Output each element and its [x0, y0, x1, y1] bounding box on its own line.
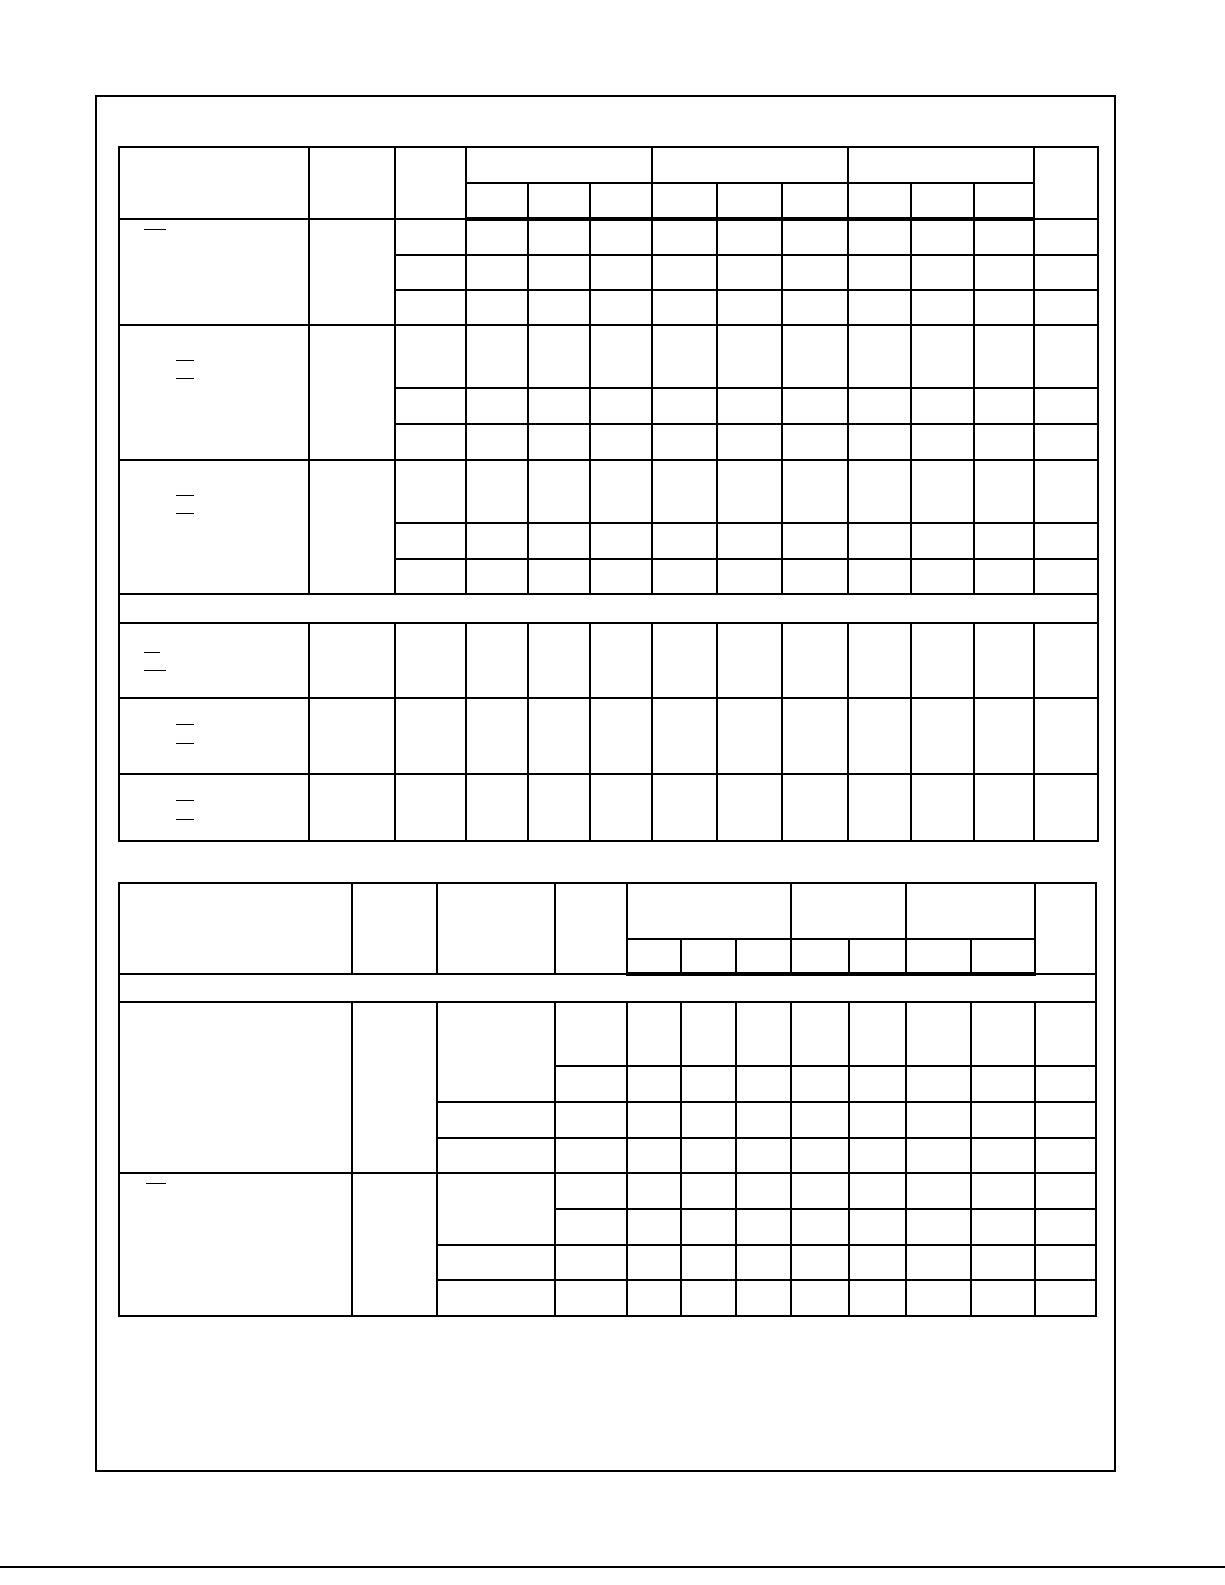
table-cell — [974, 290, 1034, 325]
table-cell — [791, 939, 849, 974]
table-cell — [395, 255, 466, 290]
table-cell — [971, 1173, 1035, 1209]
table-cell — [466, 623, 528, 698]
table-cell — [652, 255, 717, 290]
header-typ-2 — [717, 183, 782, 219]
table-cell — [906, 1102, 971, 1138]
table-cell — [1034, 388, 1098, 424]
table-cell — [848, 523, 911, 559]
table-cell — [974, 623, 1034, 698]
table-cell — [1034, 219, 1098, 255]
table-cell — [736, 1280, 791, 1316]
table-cell — [528, 255, 590, 290]
table-cell — [1035, 1066, 1096, 1102]
table-cell — [395, 523, 466, 559]
overbar — [144, 652, 160, 653]
table-cell — [528, 388, 590, 424]
table-cell — [555, 1173, 627, 1209]
table-cell — [974, 219, 1034, 255]
table-cell — [590, 523, 652, 559]
table-cell — [791, 1002, 849, 1066]
table-cell — [736, 1102, 791, 1138]
overbar — [144, 229, 166, 230]
overbar — [176, 819, 194, 820]
table-row — [119, 623, 1098, 698]
header-min-1 — [466, 183, 528, 219]
table-cell — [590, 698, 652, 774]
table-cell — [590, 388, 652, 424]
table-cell — [971, 1002, 1035, 1066]
table-cell — [528, 774, 590, 841]
table-cell — [791, 1066, 849, 1102]
table-cell — [528, 325, 590, 388]
table-cell — [971, 1138, 1035, 1173]
parameter-cell — [119, 1173, 352, 1316]
table-cell — [681, 1102, 736, 1138]
table-cell — [1034, 424, 1098, 460]
table-cell — [395, 290, 466, 325]
header-condition — [395, 147, 466, 219]
header-condition — [437, 883, 555, 974]
table-cell — [395, 698, 466, 774]
table-cell — [466, 523, 528, 559]
header-max-1 — [590, 183, 652, 219]
table-cell — [309, 774, 395, 841]
table-cell — [466, 290, 528, 325]
parameter-cell — [119, 325, 309, 460]
table-cell — [911, 255, 974, 290]
section-heading-cell — [119, 974, 1096, 1002]
table-cell — [652, 698, 717, 774]
table-cell — [627, 1002, 681, 1066]
table-cell — [717, 325, 782, 388]
table-cell — [848, 774, 911, 841]
table-cell — [555, 1002, 627, 1066]
table-cell — [849, 1209, 906, 1245]
table-cell — [1035, 1209, 1096, 1245]
table-cell — [782, 774, 848, 841]
table-cell — [555, 1280, 627, 1316]
table-cell — [848, 325, 911, 388]
table-cell — [791, 1173, 849, 1209]
table-cell — [849, 1173, 906, 1209]
table-cell — [681, 1002, 736, 1066]
table-cell — [309, 698, 395, 774]
table-cell — [974, 325, 1034, 388]
table-cell — [1034, 523, 1098, 559]
overbar — [146, 1183, 166, 1184]
parameter-cell — [119, 623, 309, 698]
table-cell — [528, 219, 590, 255]
table-cell — [791, 1209, 849, 1245]
table-cell — [849, 1138, 906, 1173]
table-cell — [555, 1245, 627, 1280]
table-cell — [974, 388, 1034, 424]
table-cell — [466, 424, 528, 460]
table-cell — [590, 460, 652, 523]
table-cell — [652, 774, 717, 841]
table-cell — [791, 1102, 849, 1138]
table-row — [119, 460, 1098, 523]
section-row — [119, 594, 1098, 623]
table-cell — [681, 939, 736, 974]
header-min-2 — [652, 183, 717, 219]
table-cell — [782, 559, 848, 594]
table-cell — [395, 325, 466, 388]
table-cell — [736, 1002, 791, 1066]
table-cell — [681, 1280, 736, 1316]
table-cell — [911, 325, 974, 388]
table-cell — [849, 1280, 906, 1316]
table-cell — [974, 559, 1034, 594]
timing-table-2 — [118, 882, 1097, 1317]
table-cell — [395, 623, 466, 698]
header-typ-1 — [528, 183, 590, 219]
table-row — [119, 325, 1098, 388]
table-cell — [911, 698, 974, 774]
table-cell — [848, 388, 911, 424]
symbol-cell — [309, 219, 395, 325]
table-cell — [466, 559, 528, 594]
table-cell — [782, 325, 848, 388]
table-cell — [528, 559, 590, 594]
table-cell — [971, 1209, 1035, 1245]
table-cell — [528, 698, 590, 774]
table-cell — [466, 325, 528, 388]
table-cell — [1034, 325, 1098, 388]
table-cell — [717, 219, 782, 255]
table-cell — [652, 388, 717, 424]
table-cell — [1035, 1102, 1096, 1138]
overbar — [176, 743, 194, 744]
table-cell — [974, 424, 1034, 460]
table-cell — [528, 460, 590, 523]
table-cell — [627, 1245, 681, 1280]
table-cell — [466, 219, 528, 255]
table-cell — [1035, 1173, 1096, 1209]
table-cell — [717, 774, 782, 841]
table-cell — [590, 774, 652, 841]
table-cell — [681, 1066, 736, 1102]
table-cell — [849, 939, 906, 974]
header-unit — [1035, 883, 1096, 974]
header-group-1 — [627, 883, 791, 939]
table-cell — [1034, 698, 1098, 774]
table-cell — [627, 1066, 681, 1102]
table-cell — [736, 1066, 791, 1102]
symbol-cell — [309, 325, 395, 460]
table-cell — [590, 255, 652, 290]
table-cell — [590, 424, 652, 460]
table-cell — [782, 623, 848, 698]
table-cell — [555, 1102, 627, 1138]
table-cell — [911, 623, 974, 698]
table-cell — [906, 1245, 971, 1280]
header-parameter — [119, 883, 352, 974]
header-group-1 — [466, 147, 652, 183]
parameter-cell — [119, 460, 309, 594]
table-cell — [782, 255, 848, 290]
header-typ-3 — [911, 183, 974, 219]
table-cell — [681, 1173, 736, 1209]
table-cell — [555, 1138, 627, 1173]
table-cell — [974, 255, 1034, 290]
table-cell — [848, 698, 911, 774]
table-cell — [437, 1280, 555, 1316]
table-cell — [911, 559, 974, 594]
table-cell — [906, 939, 971, 974]
table-cell — [906, 1066, 971, 1102]
table-cell — [681, 1245, 736, 1280]
table-cell — [717, 460, 782, 523]
overbar — [176, 513, 194, 514]
header-group-2 — [791, 883, 906, 939]
header-condition-2 — [555, 883, 627, 974]
table-cell — [782, 424, 848, 460]
table-cell — [974, 698, 1034, 774]
table-cell — [590, 290, 652, 325]
table-row — [119, 698, 1098, 774]
table-cell — [782, 698, 848, 774]
table-cell — [681, 1138, 736, 1173]
table-cell — [466, 698, 528, 774]
table-cell — [627, 1173, 681, 1209]
table-row — [119, 1173, 1096, 1209]
table-cell — [1035, 1280, 1096, 1316]
table-row — [119, 1002, 1096, 1066]
table-cell — [974, 774, 1034, 841]
section-row — [119, 974, 1096, 1002]
table-cell — [528, 424, 590, 460]
table-cell — [736, 1209, 791, 1245]
table-cell — [395, 388, 466, 424]
table-cell — [717, 388, 782, 424]
table-cell — [395, 774, 466, 841]
table-cell — [911, 774, 974, 841]
table-cell — [906, 1209, 971, 1245]
symbol-cell — [352, 1002, 437, 1173]
table-cell — [848, 255, 911, 290]
table-cell — [1035, 1002, 1096, 1066]
table-row — [119, 219, 1098, 255]
table-cell — [1034, 559, 1098, 594]
table-row — [119, 774, 1098, 841]
table-cell — [590, 623, 652, 698]
header-parameter — [119, 147, 309, 219]
table-cell — [590, 219, 652, 255]
table-cell — [717, 623, 782, 698]
table-cell — [395, 424, 466, 460]
table-cell — [466, 774, 528, 841]
table-cell — [911, 424, 974, 460]
table-cell — [652, 290, 717, 325]
table-cell — [906, 1138, 971, 1173]
table-cell — [849, 1066, 906, 1102]
table-cell — [528, 290, 590, 325]
section-heading-cell — [119, 594, 1098, 623]
table-cell — [466, 460, 528, 523]
table-cell — [848, 460, 911, 523]
table-cell — [590, 559, 652, 594]
table-cell — [736, 1138, 791, 1173]
parameter-cell — [119, 698, 309, 774]
table-cell — [736, 939, 791, 974]
header-min-3 — [848, 183, 911, 219]
parameter-cell — [119, 219, 309, 325]
table-cell — [395, 460, 466, 523]
table-cell — [652, 623, 717, 698]
overbar — [176, 724, 194, 725]
table-cell — [782, 388, 848, 424]
table-cell — [717, 255, 782, 290]
table-cell — [849, 1245, 906, 1280]
table-cell — [911, 388, 974, 424]
table-cell — [1034, 255, 1098, 290]
header-group-3 — [906, 883, 1035, 939]
table-cell — [395, 219, 466, 255]
table-cell — [652, 559, 717, 594]
overbar — [176, 378, 194, 379]
table-cell — [971, 1102, 1035, 1138]
table-cell — [528, 523, 590, 559]
table-cell — [782, 290, 848, 325]
table-cell — [1035, 1245, 1096, 1280]
header-group-2 — [652, 147, 848, 183]
table-cell — [736, 1173, 791, 1209]
table-cell — [437, 1102, 555, 1138]
symbol-cell — [309, 460, 395, 594]
table-cell — [849, 1102, 906, 1138]
header-group-3 — [848, 147, 1034, 183]
overbar — [144, 670, 166, 671]
table-cell — [911, 219, 974, 255]
table-cell — [437, 1138, 555, 1173]
table-cell — [848, 623, 911, 698]
table-cell — [627, 1138, 681, 1173]
table-cell — [652, 325, 717, 388]
table-cell — [971, 1245, 1035, 1280]
table-cell — [782, 460, 848, 523]
table-cell — [848, 290, 911, 325]
table-cell — [717, 290, 782, 325]
table-cell — [627, 1102, 681, 1138]
table-cell — [466, 255, 528, 290]
table-cell — [681, 1209, 736, 1245]
condition-cell — [437, 1173, 555, 1245]
table-cell — [717, 559, 782, 594]
table-cell — [848, 219, 911, 255]
table-cell — [652, 219, 717, 255]
table-cell — [395, 559, 466, 594]
table-cell — [906, 1002, 971, 1066]
table-cell — [309, 623, 395, 698]
header-symbol — [309, 147, 395, 219]
table-cell — [971, 939, 1035, 974]
condition-cell — [437, 1002, 555, 1102]
table-cell — [791, 1280, 849, 1316]
table-cell — [971, 1280, 1035, 1316]
table-cell — [627, 939, 681, 974]
overbar — [176, 800, 194, 801]
table-cell — [791, 1138, 849, 1173]
table-cell — [717, 523, 782, 559]
table-cell — [736, 1245, 791, 1280]
table-cell — [782, 219, 848, 255]
overbar — [176, 360, 194, 361]
timing-table-1 — [118, 146, 1099, 842]
table-cell — [849, 1002, 906, 1066]
table-cell — [911, 523, 974, 559]
table-cell — [555, 1066, 627, 1102]
table-cell — [911, 290, 974, 325]
table-cell — [848, 424, 911, 460]
parameter-cell — [119, 1002, 352, 1173]
table-cell — [1034, 774, 1098, 841]
table-cell — [782, 523, 848, 559]
table-cell — [652, 424, 717, 460]
overbar — [176, 495, 194, 496]
parameter-cell — [119, 774, 309, 841]
table-cell — [906, 1280, 971, 1316]
table-cell — [437, 1245, 555, 1280]
header-unit — [1034, 147, 1098, 219]
table-cell — [627, 1209, 681, 1245]
table-cell — [848, 559, 911, 594]
table-cell — [791, 1245, 849, 1280]
table-cell — [652, 460, 717, 523]
table-cell — [627, 1280, 681, 1316]
header-row-1 — [119, 883, 1096, 939]
table-cell — [466, 388, 528, 424]
table-cell — [1034, 623, 1098, 698]
table-cell — [906, 1173, 971, 1209]
symbol-cell — [352, 1173, 437, 1316]
table-cell — [555, 1209, 627, 1245]
table-cell — [971, 1066, 1035, 1102]
table-cell — [1034, 460, 1098, 523]
table-cell — [974, 460, 1034, 523]
table-cell — [1035, 1138, 1096, 1173]
table-cell — [717, 424, 782, 460]
table-cell — [911, 460, 974, 523]
table-cell — [528, 623, 590, 698]
table-cell — [590, 325, 652, 388]
table-cell — [652, 523, 717, 559]
header-row-1 — [119, 147, 1098, 183]
footer-rule — [0, 1566, 1225, 1568]
table-cell — [974, 523, 1034, 559]
header-symbol — [352, 883, 437, 974]
header-max-3 — [974, 183, 1034, 219]
table-cell — [1034, 290, 1098, 325]
table-cell — [717, 698, 782, 774]
header-max-2 — [782, 183, 848, 219]
